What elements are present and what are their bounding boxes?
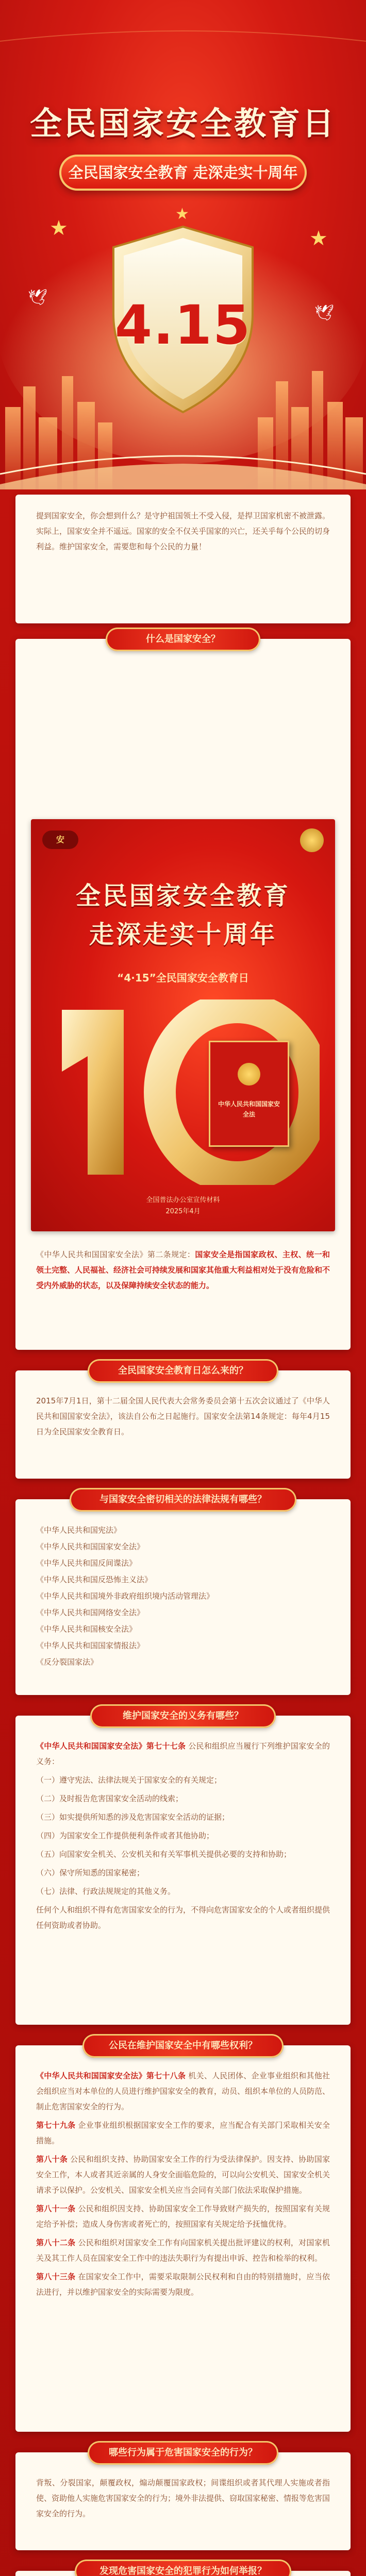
section-title-7: 发现危害国家安全的犯罪行为如何举报？ — [75, 2560, 291, 2576]
section1-text-lead: 《中华人民共和国国家安全法》第二条规定： — [36, 1250, 195, 1259]
hero-date: 4.15 — [114, 294, 252, 357]
list-item: 《中华人民共和国反间谍法》 — [36, 1558, 137, 1568]
section-title-6: 哪些行为属于危害国家安全的行为？ — [88, 2441, 278, 2465]
dove-icon: 🕊 — [28, 289, 48, 307]
list-item: 《中华人民共和国核安全法》 — [36, 1624, 137, 1634]
section5-para-lead: 第七十九条 — [36, 2121, 76, 2130]
section-duties — [15, 1716, 351, 2025]
section-title-3: 与国家安全密切相关的法律法规有哪些？ — [70, 1488, 296, 1512]
poster-footer-org: 全国普法办公室宣传材料 — [146, 1196, 220, 1204]
star-icon: ★ — [49, 216, 68, 240]
section4-tail: 任何个人和组织不得有危害国家安全的行为，不得向危害国家安全的个人或者组织提供任何资助或者协助。 — [36, 1905, 330, 1930]
section-harmful-acts — [15, 2452, 351, 2550]
poster-logo-right-icon — [300, 828, 324, 852]
list-item: 《中华人民共和国国家情报法》 — [36, 1641, 145, 1650]
section1-text-highlight: 国家安全是指国家政权、主权、统一和领土完整、人民福祉、经济社会可持续发展和国家其他重大利益相对处于没有危险和不受内外威胁的状态，以及保障持续安全状态的能力。 — [36, 1250, 330, 1290]
list-item: （五）向国家安全机关、公安机关和有关军事机关提供必要的支持和协助； — [36, 1850, 292, 1859]
section5-para-lead: 第八十二条 — [36, 2238, 76, 2247]
section5-para-lead: 第八十条 — [36, 2155, 68, 2164]
list-item: （四）为国家安全工作提供便利条件或者其他协助； — [36, 1831, 214, 1840]
poster-title-line1: 全民国家安全教育 — [75, 882, 290, 910]
star-icon: ★ — [175, 205, 189, 223]
poster-footer-date: 2025年4月 — [165, 1208, 201, 1215]
dove-icon: 🕊 — [314, 304, 335, 322]
section4-lead-rest: 公民和组织应当履行下列维护国家安全的义务： — [36, 1741, 330, 1766]
intro-card — [15, 495, 351, 623]
section-rights — [15, 2045, 351, 2432]
poster-title-line2: 走深走实十周年 — [89, 920, 277, 949]
hero-ribbon: 全民国家安全教育 走深走实十周年 — [59, 155, 307, 191]
star-icon: ★ — [309, 227, 328, 250]
poster-logo-left: 安 — [42, 831, 78, 849]
section2-text: 2015年7月1日，第十二届全国人民代表大会常务委员会第十五次会议通过了《中华人民共和国国家安全法》，该法自公布之日起施行。国家安全法第14条规定：每年4月15日为全民国家安全教育日。 — [36, 1396, 330, 1436]
intro-text: 提到国家安全，你会想到什么？是守护祖国领土不受入侵，是捍卫国家机密不被泄露。实际上，国家安全并不遥远。国家的安全不仅关乎国家的兴亡，还关乎每个公民的切身利益。维护国家安全，需要您和每个公民的力量！ — [36, 511, 330, 551]
list-item: 《中华人民共和国境外非政府组织境内活动管理法》 — [36, 1591, 214, 1601]
section5-para-text: 在国家安全工作中，需要采取限制公民权利和自由的特别措施时，应当依法进行，并以维护国家安全的实际需要为限度。 — [36, 2272, 330, 2297]
section5-para-lead: 第八十一条 — [36, 2204, 76, 2213]
section5-para-text: 机关、人民团体、企业事业组织和其他社会组织应当对本单位的人员进行维护国家安全的教育，动员、组织本单位的人员防范、制止危害国家安全的行为。 — [36, 2071, 330, 2111]
list-item: （二）及时报告危害国家安全活动的线索； — [36, 1794, 184, 1803]
list-item: （七）法律、行政法规规定的其他义务。 — [36, 1887, 176, 1896]
section5-para-lead: 《中华人民共和国国家安全法》第七十八条 — [36, 2071, 186, 2080]
section-title-2: 全民国家安全教育日怎么来的？ — [88, 1359, 278, 1383]
list-item: 《中华人民共和国反恐怖主义法》 — [36, 1575, 153, 1584]
poster-image — [31, 819, 335, 1231]
section5-para-text: 公民和组织对国家安全工作有向国家机关提出批评建议的权利，对国家机关及其工作人员在国家安全工作中的违法失职行为有提出申诉、控告和检举的权利。 — [36, 2238, 330, 2263]
section6-text: 背叛、分裂国家，颠覆政权，煽动颠覆国家政权；间谍组织或者其代理人实施或者指使、资助他人实施危害国家安全的行为；境外非法提供、窃取国家秘密、情报等危害国家安全的行为。 — [36, 2478, 330, 2518]
national-emblem-icon — [238, 1063, 260, 1086]
laws-list — [36, 1522, 330, 1670]
list-item: 《中华人民共和国网络安全法》 — [36, 1608, 145, 1617]
list-item: 《反分裂国家法》 — [36, 1657, 98, 1667]
list-item: 《中华人民共和国国家安全法》 — [36, 1542, 145, 1551]
section1-text — [36, 1247, 330, 1296]
city-skyline-graphic — [0, 330, 366, 489]
section5-para-text: 公民和组织因支持、协助国家安全工作导致财产损失的，按照国家有关规定给予补偿；造成人身伤害或者死亡的，按照国家有关规定给予抚恤优待。 — [36, 2204, 330, 2229]
section5-para-text: 企业事业组织根据国家安全工作的要求，应当配合有关部门采取相关安全措施。 — [36, 2121, 330, 2145]
list-item: 《中华人民共和国宪法》 — [36, 1526, 122, 1535]
list-item: （六）保守所知悉的国家秘密； — [36, 1868, 145, 1877]
section-origin — [15, 1370, 351, 1479]
section-title-5: 公民在维护国家安全中有哪些权利？ — [82, 2034, 284, 2058]
list-item: （一）遵守宪法、法律法规关于国家安全的有关规定； — [36, 1775, 222, 1785]
section-title-1: 什么是国家安全？ — [106, 628, 260, 651]
section4-lead: 《中华人民共和国国家安全法》第七十七条 — [36, 1741, 186, 1751]
list-item: （三）如实提供所知悉的涉及危害国家安全活动的证据； — [36, 1812, 230, 1822]
section-laws — [15, 1499, 351, 1695]
section5-para-text: 公民和组织支持、协助国家安全工作的行为受法律保护。因支持、协助国家安全工作，本人或者其近亲属的人身安全面临危险的，可以向公安机关、国家安全机关请求予以保护。公安机关、国家安全机关应当会同有关部门依法采取保护措施。 — [36, 2155, 330, 2195]
hero-banner — [0, 0, 366, 489]
poster-subtitle: “4·15”全民国家安全教育日 — [117, 972, 249, 984]
book-graphic — [209, 1041, 289, 1147]
section5-para-lead: 第八十三条 — [36, 2272, 76, 2281]
hero-title: 全民国家安全教育日 — [29, 105, 336, 142]
section-title-4: 维护国家安全的义务有哪些？ — [90, 1704, 276, 1728]
book-title: 中华人民共和国国家安全法 — [218, 1100, 280, 1118]
